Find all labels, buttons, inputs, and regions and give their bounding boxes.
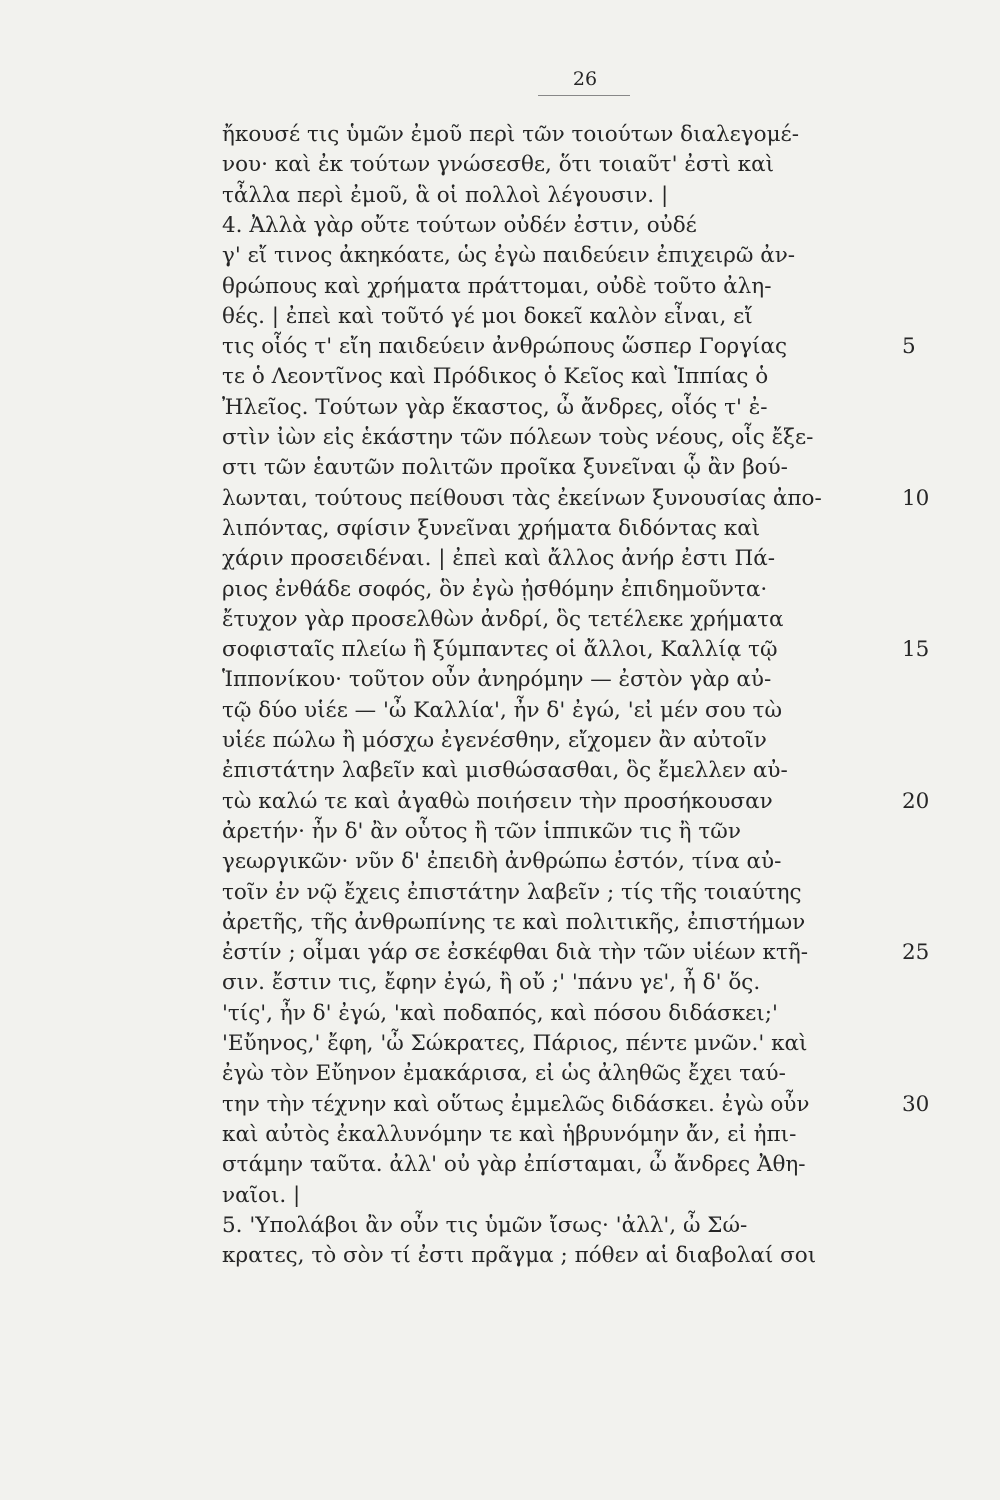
- margin-line-number: 5: [902, 334, 916, 360]
- margin-line-number: 20: [902, 788, 930, 814]
- margin-line-number: 10: [902, 485, 930, 511]
- text-line: τἆλλα περὶ ἐμοῦ, ἃ οἱ πολλοὶ λέγουσιν. |: [222, 182, 669, 208]
- text-line: Ἱππονίκου· τοῦτον οὖν ἀνηρόμην — ἐστὸν γὰρ αὐ-: [222, 667, 772, 693]
- text-line: 'τίς', ἦν δ' ἐγώ, 'καὶ ποδαπός, καὶ πόσου διδάσκει;': [222, 1000, 778, 1026]
- text-line: χάριν προσειδέναι. | ἐπεὶ καὶ ἄλλος ἀνήρ ἐστι Πά-: [222, 546, 776, 572]
- text-line: 'Εὔηνος,' ἔφη, 'ὦ Σώκρατες, Πάριος, πέντε μνῶν.' καὶ: [222, 1031, 808, 1056]
- text-line: ἐπιστάτην λαβεῖν καὶ μισθώσασθαι, ὃς ἔμελλεν αὐ-: [222, 758, 788, 784]
- text-line: τε ὁ Λεοντῖνος καὶ Πρόδικος ὁ Κεῖος καὶ Ἱππίας ὁ: [222, 364, 769, 390]
- text-line: γ' εἴ τινος ἀκηκόατε, ὡς ἐγὼ παιδεύειν ἐπιχειρῶ ἀν-: [222, 243, 796, 269]
- text-line: ἐγὼ τὸν Εὔηνον ἐμακάρισα, εἰ ὡς ἀληθῶς ἔχει ταύ-: [222, 1061, 786, 1087]
- text-line: στὶν ἰὼν εἰς ἑκάστην τῶν πόλεων τοὺς νέους, οἷς ἔξε-: [222, 425, 814, 450]
- text-line: τοῖν ἐν νῷ ἔχεις ἐπιστάτην λαβεῖν ; τίς τῆς τοιαύτης: [222, 879, 802, 905]
- text-line: ἐστίν ; οἶμαι γάρ σε ἐσκέφθαι διὰ τὴν τῶν υἱέων κτῆ-: [222, 940, 809, 966]
- margin-line-number: 15: [902, 637, 930, 663]
- text-line: θές. | ἐπεὶ καὶ τοῦτό γέ μοι δοκεῖ καλὸν εἶναι, εἴ: [222, 303, 753, 329]
- text-line: σοφισταῖς πλείω ἢ ξύμπαντες οἱ ἄλλοι, Καλλίᾳ τῷ: [222, 637, 778, 663]
- text-line: τὼ καλώ τε καὶ ἀγαθὼ ποιήσειν τὴν προσήκουσαν: [222, 788, 773, 814]
- page-number: 26: [572, 68, 598, 90]
- text-line: ριος ἐνθάδε σοφός, ὃν ἐγὼ ᾐσθόμην ἐπιδημοῦντα·: [222, 576, 768, 602]
- text-line: στι τῶν ἑαυτῶν πολιτῶν προῖκα ξυνεῖναι ᾧ ἂν βού-: [222, 455, 788, 481]
- text-line: ἔτυχον γὰρ προσελθὼν ἀνδρί, ὃς τετέλεκε χρήματα: [222, 606, 784, 632]
- text-line: 5. 'Υπολάβοι ἂν οὖν τις ὑμῶν ἴσως· 'ἀλλ', ὦ Σώ-: [222, 1212, 748, 1238]
- text-line: ἀρετῆς, τῆς ἀνθρωπίνης τε καὶ πολιτικῆς, ἐπιστήμων: [222, 909, 806, 935]
- text-line: κρατες, τὸ σὸν τί ἐστι πρᾶγμα ; πόθεν αἱ διαβολαί σοι: [222, 1243, 817, 1269]
- text-line: στάμην ταῦτα. ἀλλ' οὐ γὰρ ἐπίσταμαι, ὦ ἄνδρες Ἀθη-: [222, 1152, 806, 1178]
- text-line: ἀρετήν· ἦν δ' ἂν οὗτος ἢ τῶν ἱππικῶν τις ἢ τῶν: [222, 818, 741, 844]
- text-line: γεωργικῶν· νῦν δ' ἐπειδὴ ἀνθρώπω ἐστόν, τίνα αὐ-: [222, 849, 782, 875]
- text-line: σιν. ἔστιν τις, ἔφην ἐγώ, ἢ οὔ ;' 'πάνυ γε', ἦ δ' ὅς.: [222, 970, 761, 996]
- text-line: λιπόντας, σφίσιν ξυνεῖναι χρήματα διδόντας καὶ: [222, 515, 761, 541]
- text-line: θρώπους καὶ χρήματα πράττομαι, οὐδὲ τοῦτο ἀλη-: [222, 273, 772, 299]
- margin-line-number: 30: [902, 1091, 930, 1117]
- text-line: 4. Ἀλλὰ γὰρ οὔτε τούτων οὐδέν ἐστιν, οὐδέ: [222, 212, 697, 238]
- text-line: λωνται, τούτους πείθουσι τὰς ἐκείνων ξυνουσίας ἀπο-: [222, 485, 822, 511]
- page-number-rule: [538, 95, 630, 96]
- text-line: Ἠλεῖος. Τούτων γὰρ ἕκαστος, ὦ ἄνδρες, οἷός τ' ἐ-: [222, 394, 768, 420]
- text-line: νου· καὶ ἐκ τούτων γνώσεσθε, ὅτι τοιαῦτ' ἐστὶ καὶ: [222, 152, 775, 178]
- text-line: ἤκουσέ τις ὑμῶν ἐμοῦ περὶ τῶν τοιούτων διαλεγομέ-: [222, 122, 799, 147]
- text-line: υἱέε πώλω ἢ μόσχω ἐγενέσθην, εἴχομεν ἂν αὐτοῖν: [222, 728, 767, 753]
- text-line: καὶ αὐτὸς ἐκαλλυνόμην τε καὶ ἡβρυνόμην ἄν, εἰ ἠπι-: [222, 1121, 797, 1147]
- text-line: τις οἷός τ' εἴη παιδεύειν ἀνθρώπους ὥσπερ Γοργίας: [222, 334, 788, 360]
- text-line: την τὴν τέχνην καὶ οὕτως ἐμμελῶς διδάσκει. ἐγὼ οὖν: [222, 1091, 810, 1117]
- text-line: ναῖοι. |: [222, 1182, 301, 1208]
- margin-line-number: 25: [902, 940, 930, 966]
- text-line: τῷ δύο υἱέε — 'ὦ Καλλία', ἦν δ' ἐγώ, 'εἰ μέν σου τὼ: [222, 697, 782, 723]
